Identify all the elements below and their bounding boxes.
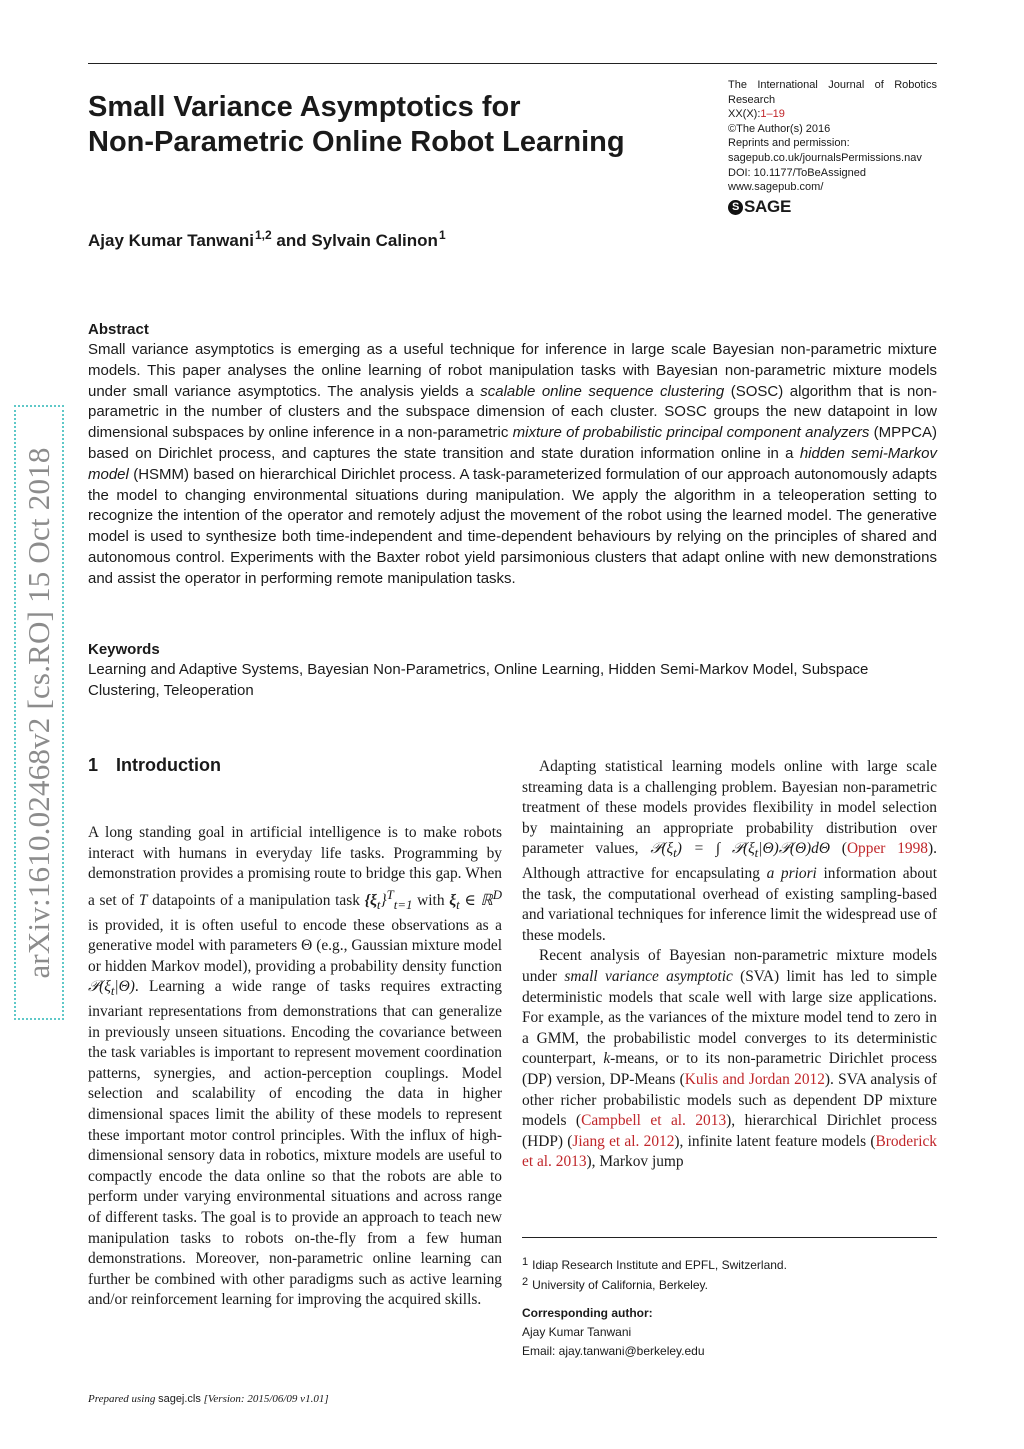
footer-prepared-using — [88, 1393, 329, 1405]
keywords-heading: Keywords — [88, 641, 160, 658]
text-run: ). SVA analysis of other richer probabilistic models such as dependent DP mixture models ( — [522, 1070, 937, 1130]
journal-name-cont: Research — [728, 93, 776, 106]
text-run: Recent analysis of Bayesian non-parametric mixture models under — [522, 947, 937, 986]
footer-text: Prepared using — [88, 1393, 159, 1405]
abstract-emphasis-3: hidden semi-Markov model — [88, 444, 937, 483]
text-run: A long standing goal in artificial intelligence is to make robots interact with humans in everyday life tasks. Programming by demonstration provides a promising route to bridge this gap. When a set of — [88, 824, 502, 909]
corresponding-name: Ajay Kumar Tanwani — [522, 1325, 632, 1339]
text-run: is provided, it is often useful to encode these observations as a generative model with parameters Θ (e.g., Gaussian mixture model or hidden Markov model), providing a probability density function — [88, 916, 502, 975]
math-run: t — [376, 897, 381, 912]
author-list — [88, 228, 446, 251]
abstract-text-1: Small variance asymptotics is emerging as a useful technique for inference in large scale Bayesian non-parametric mixture models. This paper analyses the online learning of robot manipulation tasks with Bayesian non-parametric mixture models under small variance asymptotics. The analysis yields a — [88, 341, 937, 400]
footnotes — [522, 1254, 937, 1294]
math-run: T — [386, 887, 394, 902]
copyright-icon: © — [728, 122, 737, 135]
author-1: Ajay Kumar Tanwani — [88, 231, 254, 250]
text-run: information about the task, the computational overhead of existing sampling-based and variational techniques for inference limit the widespread use of these models. — [522, 865, 937, 944]
text-run: ), hierarchical Dirichlet process (HDP) ( — [522, 1112, 938, 1150]
math-run: 𝒫(ξ — [650, 840, 674, 858]
section-heading-introduction — [88, 755, 221, 776]
math-T: T — [138, 891, 148, 909]
footer-cls: sagej.cls — [158, 1393, 201, 1405]
math-run: |Θ) — [114, 978, 135, 996]
text-run: ), infinite latent feature models ( — [674, 1132, 876, 1150]
section-title: Introduction — [116, 755, 221, 775]
footnote-2 — [522, 1274, 937, 1294]
footnote-rule — [522, 1237, 937, 1238]
footnote-text: Idiap Research Institute and EPFL, Switzerland. — [532, 1258, 787, 1272]
copyright-text: The Author(s) 2016 — [736, 122, 831, 135]
abstract-text-3: (MPPCA) based on Dirichlet process, and captures the state transition and state duration information online in a — [88, 424, 937, 462]
footer-version: [Version: 2015/06/09 v1.01] — [200, 1393, 329, 1405]
math-run: t=1 — [393, 897, 413, 912]
corresponding-author — [522, 1304, 937, 1361]
corresponding-label: Corresponding author: — [522, 1306, 653, 1320]
abstract-text-4: (HSMM) based on hierarchical Dirichlet process. A task-parameterized formulation of our approach autonomously adapts the model to changing environmental situations during manipulation. We apply the algorithm in a teleoperation setting to recognize the intention of the operator and remotely adjust the movement of the robot using the learned model. The generative model is used to synthesize both time-independent and time-dependent behaviours by relying on the principles of shared and autonomous control. Experiments with the Baxter robot yield parsimonious clusters that adapt online with new demonstrations and assist the operator in performing remote manipulation tasks. — [88, 465, 937, 587]
intro-paragraph-1 — [88, 823, 502, 1311]
emphasis: small variance asymptotic — [564, 968, 733, 986]
abstract-emphasis-2: mixture of probabilistic principal component analyzers — [512, 424, 870, 442]
citation-link[interactable]: Opper 1998 — [846, 840, 928, 858]
citation-link[interactable]: Kulis and Jordan 2012 — [684, 1070, 825, 1088]
intro-paragraph-2 — [522, 757, 937, 946]
math-k: k — [603, 1050, 611, 1068]
title-line-1: Small Variance Asymptotics for — [88, 91, 521, 123]
author-conjunction: and — [276, 231, 307, 250]
sage-logo-text: SAGE — [744, 196, 791, 216]
doi: DOI: 10.1177/ToBeAssigned — [728, 166, 866, 179]
footnote-mark: 2 — [522, 1276, 529, 1288]
math-run: t — [673, 846, 677, 861]
journal-website[interactable]: www.sagepub.com/ — [728, 181, 824, 194]
math-run: ∈ ℝ — [459, 891, 493, 909]
corresponding-email[interactable]: Email: ajay.tanwani@berkeley.edu — [522, 1344, 705, 1358]
math-run: ) = ∫ 𝒫(ξ — [676, 840, 755, 858]
citation-link[interactable]: Campbell et al. 2013 — [581, 1112, 727, 1130]
math-posterior — [650, 840, 830, 861]
footnote-text: University of California, Berkeley. — [532, 1278, 708, 1292]
paper-title — [88, 90, 688, 160]
header-rule — [88, 63, 937, 64]
math-density — [88, 978, 135, 999]
author-2: Sylvain Calinon — [311, 231, 438, 250]
permissions-url[interactable]: sagepub.co.uk/journalsPermissions.nav — [728, 151, 922, 164]
text-run: (SVA) limit has led to simple deterministic models that scale well with large size applications. For example, as the variances of the mixture model tend to zero in a GMM, the probabilistic model converges to its deterministic counterpart, — [522, 968, 938, 1068]
abstract-heading: Abstract — [88, 321, 149, 338]
sage-logo — [728, 196, 937, 216]
reprints-line: Reprints and permission: — [728, 137, 850, 150]
abstract-body — [88, 340, 937, 590]
keywords-section — [88, 641, 937, 702]
text-run: . Learning a wide range of tasks requires extracting invariant representations from demonstrations that can generalize in previously unseen situations. Encoding the covariance between the task variables is important to represent movement coordination patterns, synergies, and action-perception couplings. Model selection and scalability of encoding the data in higher dimensional spaces limit the ability of these models to represent these important motor control principles. With the influx of high-dimensional sensory data in robotics, mixture models are useful to compactly encode the data online so that the robots are able to perform under varying environmental situations and across range of different tasks. The goal is to provide an approach to teach new manipulation tasks to robots on-the-fly from a few human demonstrations. Moreover, non-parametric online learning can further be combined with other paradigms such as active learning and/or reinforcement learning for improving the acquired skills. — [88, 978, 502, 1309]
emphasis: a priori — [766, 865, 817, 883]
math-run: t — [754, 846, 759, 861]
abstract-emphasis-1: scalable online sequence clustering — [480, 382, 725, 400]
author-1-affiliation: 1,2 — [254, 228, 272, 242]
math-xi-in-R — [449, 887, 503, 912]
text-run: datapoints of a manipulation task — [147, 891, 365, 909]
title-line-2: Non-Parametric Online Robot Learning — [88, 126, 625, 158]
math-run: |Θ)𝒫(Θ)dΘ — [758, 840, 830, 858]
citation-link[interactable]: Jiang et al. 2012 — [572, 1132, 675, 1150]
abstract-section — [88, 321, 937, 590]
journal-name: The International Journal of Robotics — [728, 79, 937, 91]
math-run: ξ — [449, 891, 457, 909]
math-dataset — [364, 887, 413, 912]
copyright-line — [728, 122, 937, 137]
math-run: t — [110, 984, 115, 999]
author-2-affiliation: 1 — [438, 228, 446, 242]
footnote-1 — [522, 1254, 937, 1274]
intro-paragraph-3 — [522, 946, 937, 1173]
text-run: -means, or to its non-parametric Dirichlet process (DP) version, DP-Means ( — [522, 1050, 937, 1088]
journal-info — [728, 78, 937, 215]
citation-link[interactable]: Broderick et al. 2013 — [522, 1132, 937, 1171]
journal-volume — [728, 107, 937, 122]
text-run: ), Markov jump — [586, 1153, 684, 1171]
math-run: 𝒫(ξ — [88, 978, 111, 996]
keywords-list: Learning and Adaptive Systems, Bayesian Non-Parametrics, Online Learning, Hidden Semi-Markov Model, Subspace Clustering, Teleoperation — [88, 661, 869, 699]
text-run: ( — [830, 840, 847, 858]
arxiv-stamp[interactable] — [14, 405, 64, 1020]
text-run: ). Although attractive for encapsulating — [522, 840, 937, 883]
math-run: {ξ — [364, 891, 377, 909]
math-run: t — [456, 897, 460, 912]
arxiv-identifier: arXiv:1610.02468v2 [cs.RO] 15 Oct 2018 — [21, 446, 56, 979]
text-run: with — [412, 891, 450, 909]
section-number: 1 — [88, 755, 99, 775]
math-run: D — [492, 887, 503, 902]
text-run: Adapting statistical learning models online with large scale streaming data is a challenging problem. Bayesian non-parametric treatment of these models provides flexibility in model selection by maintaining an appropriate probability distribution over parameter values, — [522, 758, 937, 858]
page-range-link[interactable]: 1–19 — [760, 108, 785, 121]
intro-left-column — [88, 823, 502, 1311]
math-run: } — [380, 891, 387, 909]
abstract-text-2: (SOSC) algorithm that is non-parametric in the number of clusters and the subspace dimension of each cluster. SOSC groups the new datapoint in low dimensional subspaces by online inference in a non-parametric — [88, 382, 937, 442]
sage-logo-icon: S — [728, 200, 743, 215]
intro-right-column — [522, 757, 937, 1173]
footnote-mark: 1 — [522, 1256, 529, 1268]
volume-prefix: XX(X): — [728, 108, 761, 121]
